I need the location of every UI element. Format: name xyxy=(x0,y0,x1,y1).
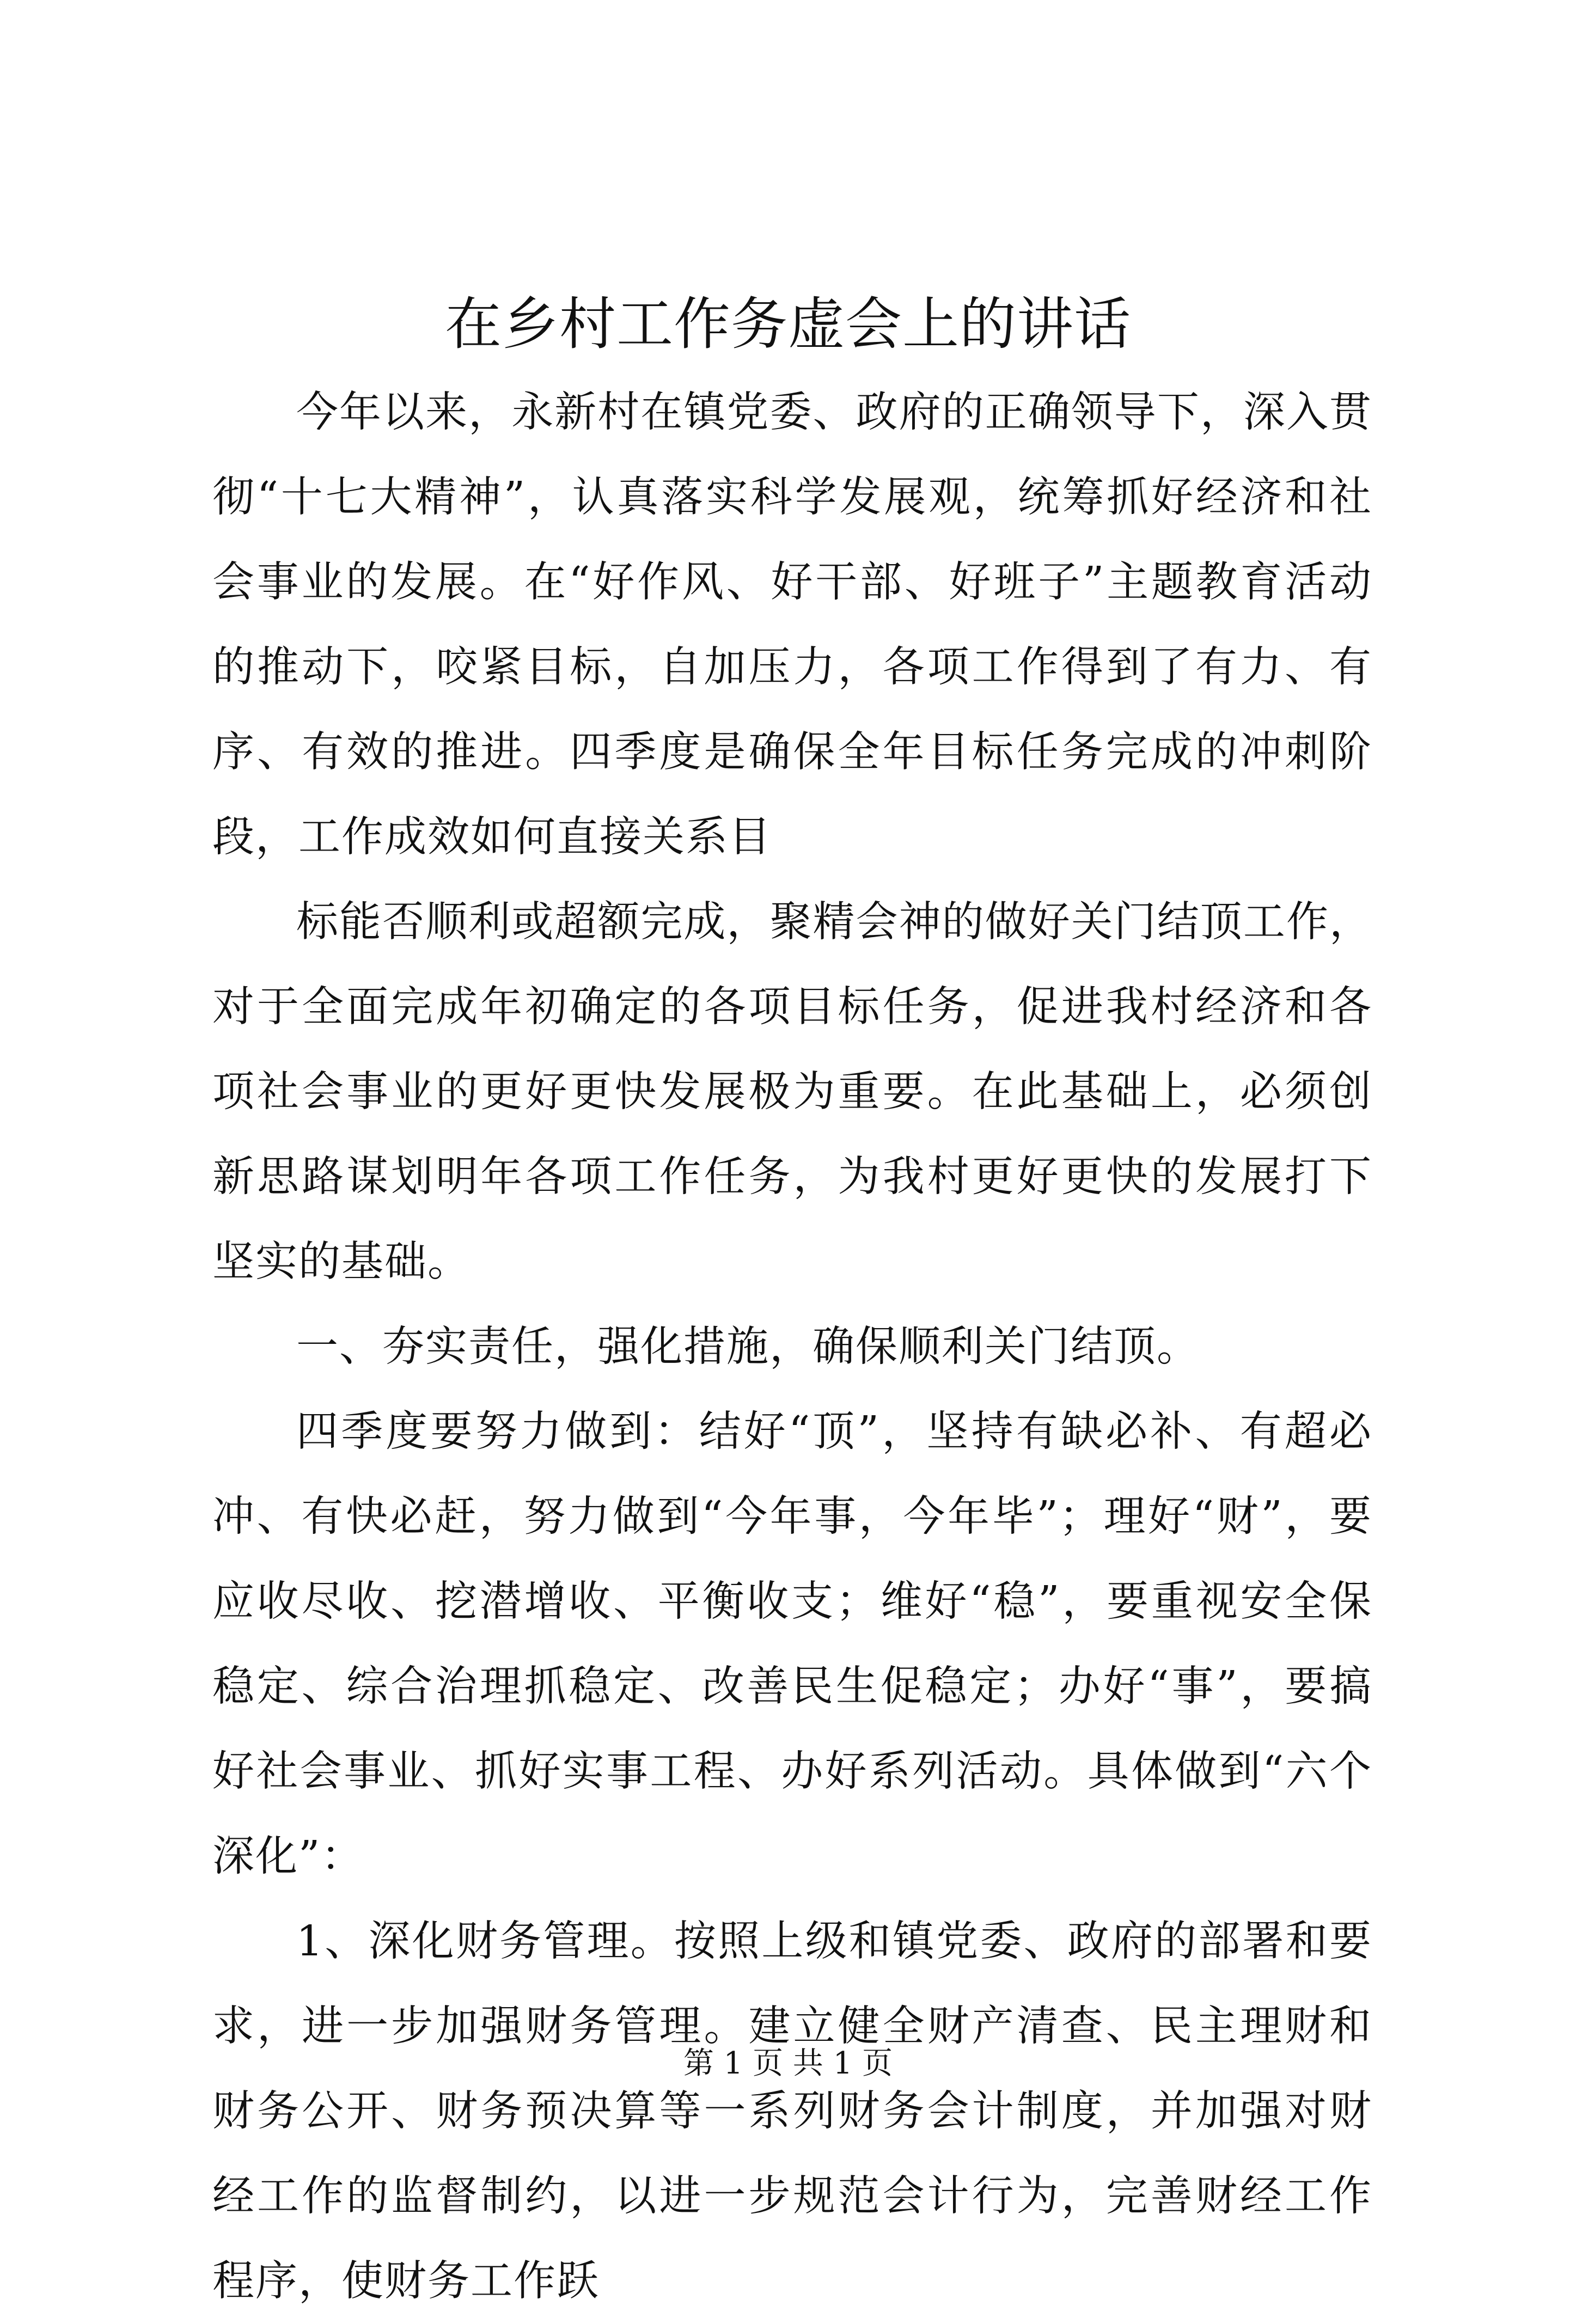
paragraph: 今年以来，永新村在镇党委、政府的正确领导下，深入贯彻“十七大精神”，认真落实科学发展观，统筹抓好经济和社会事业的发展。在“好作风、好干部、好班子”主题教育活动的推动下，咬紧目标，自加压力，各项工作得到了有力、有序、有效的推进。四季度是确保全年目标任务完成的冲刺阶段，工作成效如何直接关系目 xyxy=(212,388,1372,861)
paragraph: 标能否顺利或超额完成，聚精会神的做好关门结顶工作，对于全面完成年初确定的各项目标任务，促进我村经济和各项社会事业的更好更快发展极为重要。在此基础上，必须创新思路谋划明年各项工作任务，为我村更好更快的发展打下坚实的基础。 xyxy=(212,898,1372,1286)
document-body xyxy=(212,370,1372,2324)
paragraph: 四季度要努力做到：结好“顶”，坚持有缺必补、有超必冲、有快必赶，努力做到“今年事，今年毕”；理好“财”，要应收尽收、挖潜增收、平衡收支；维好“稳”，要重视安全保稳定、综合治理抓稳定、改善民生促稳定；办好“事”，要搞好社会事业、抓好实事工程、办好系列活动。具体做到“六个深化”： xyxy=(212,1408,1372,1881)
paragraph: 1、深化财务管理。按照上级和镇党委、政府的部署和要求，进一步加强财务管理。建立健全财产清查、民主理财和财务公开、财务预决算等一系列财务会计制度，并加强对财经工作的监督制约，以进一步规范会计行为，完善财经工作程序，使财务工作跃 xyxy=(212,1917,1372,2305)
document-title: 在乡村工作务虚会上的讲话 xyxy=(444,291,1131,357)
page-footer: 第 1 页 共 1 页 xyxy=(683,2046,893,2081)
section-heading: 一、夯实责任，强化措施，确保顺利关门结顶。 xyxy=(296,1323,1200,1371)
